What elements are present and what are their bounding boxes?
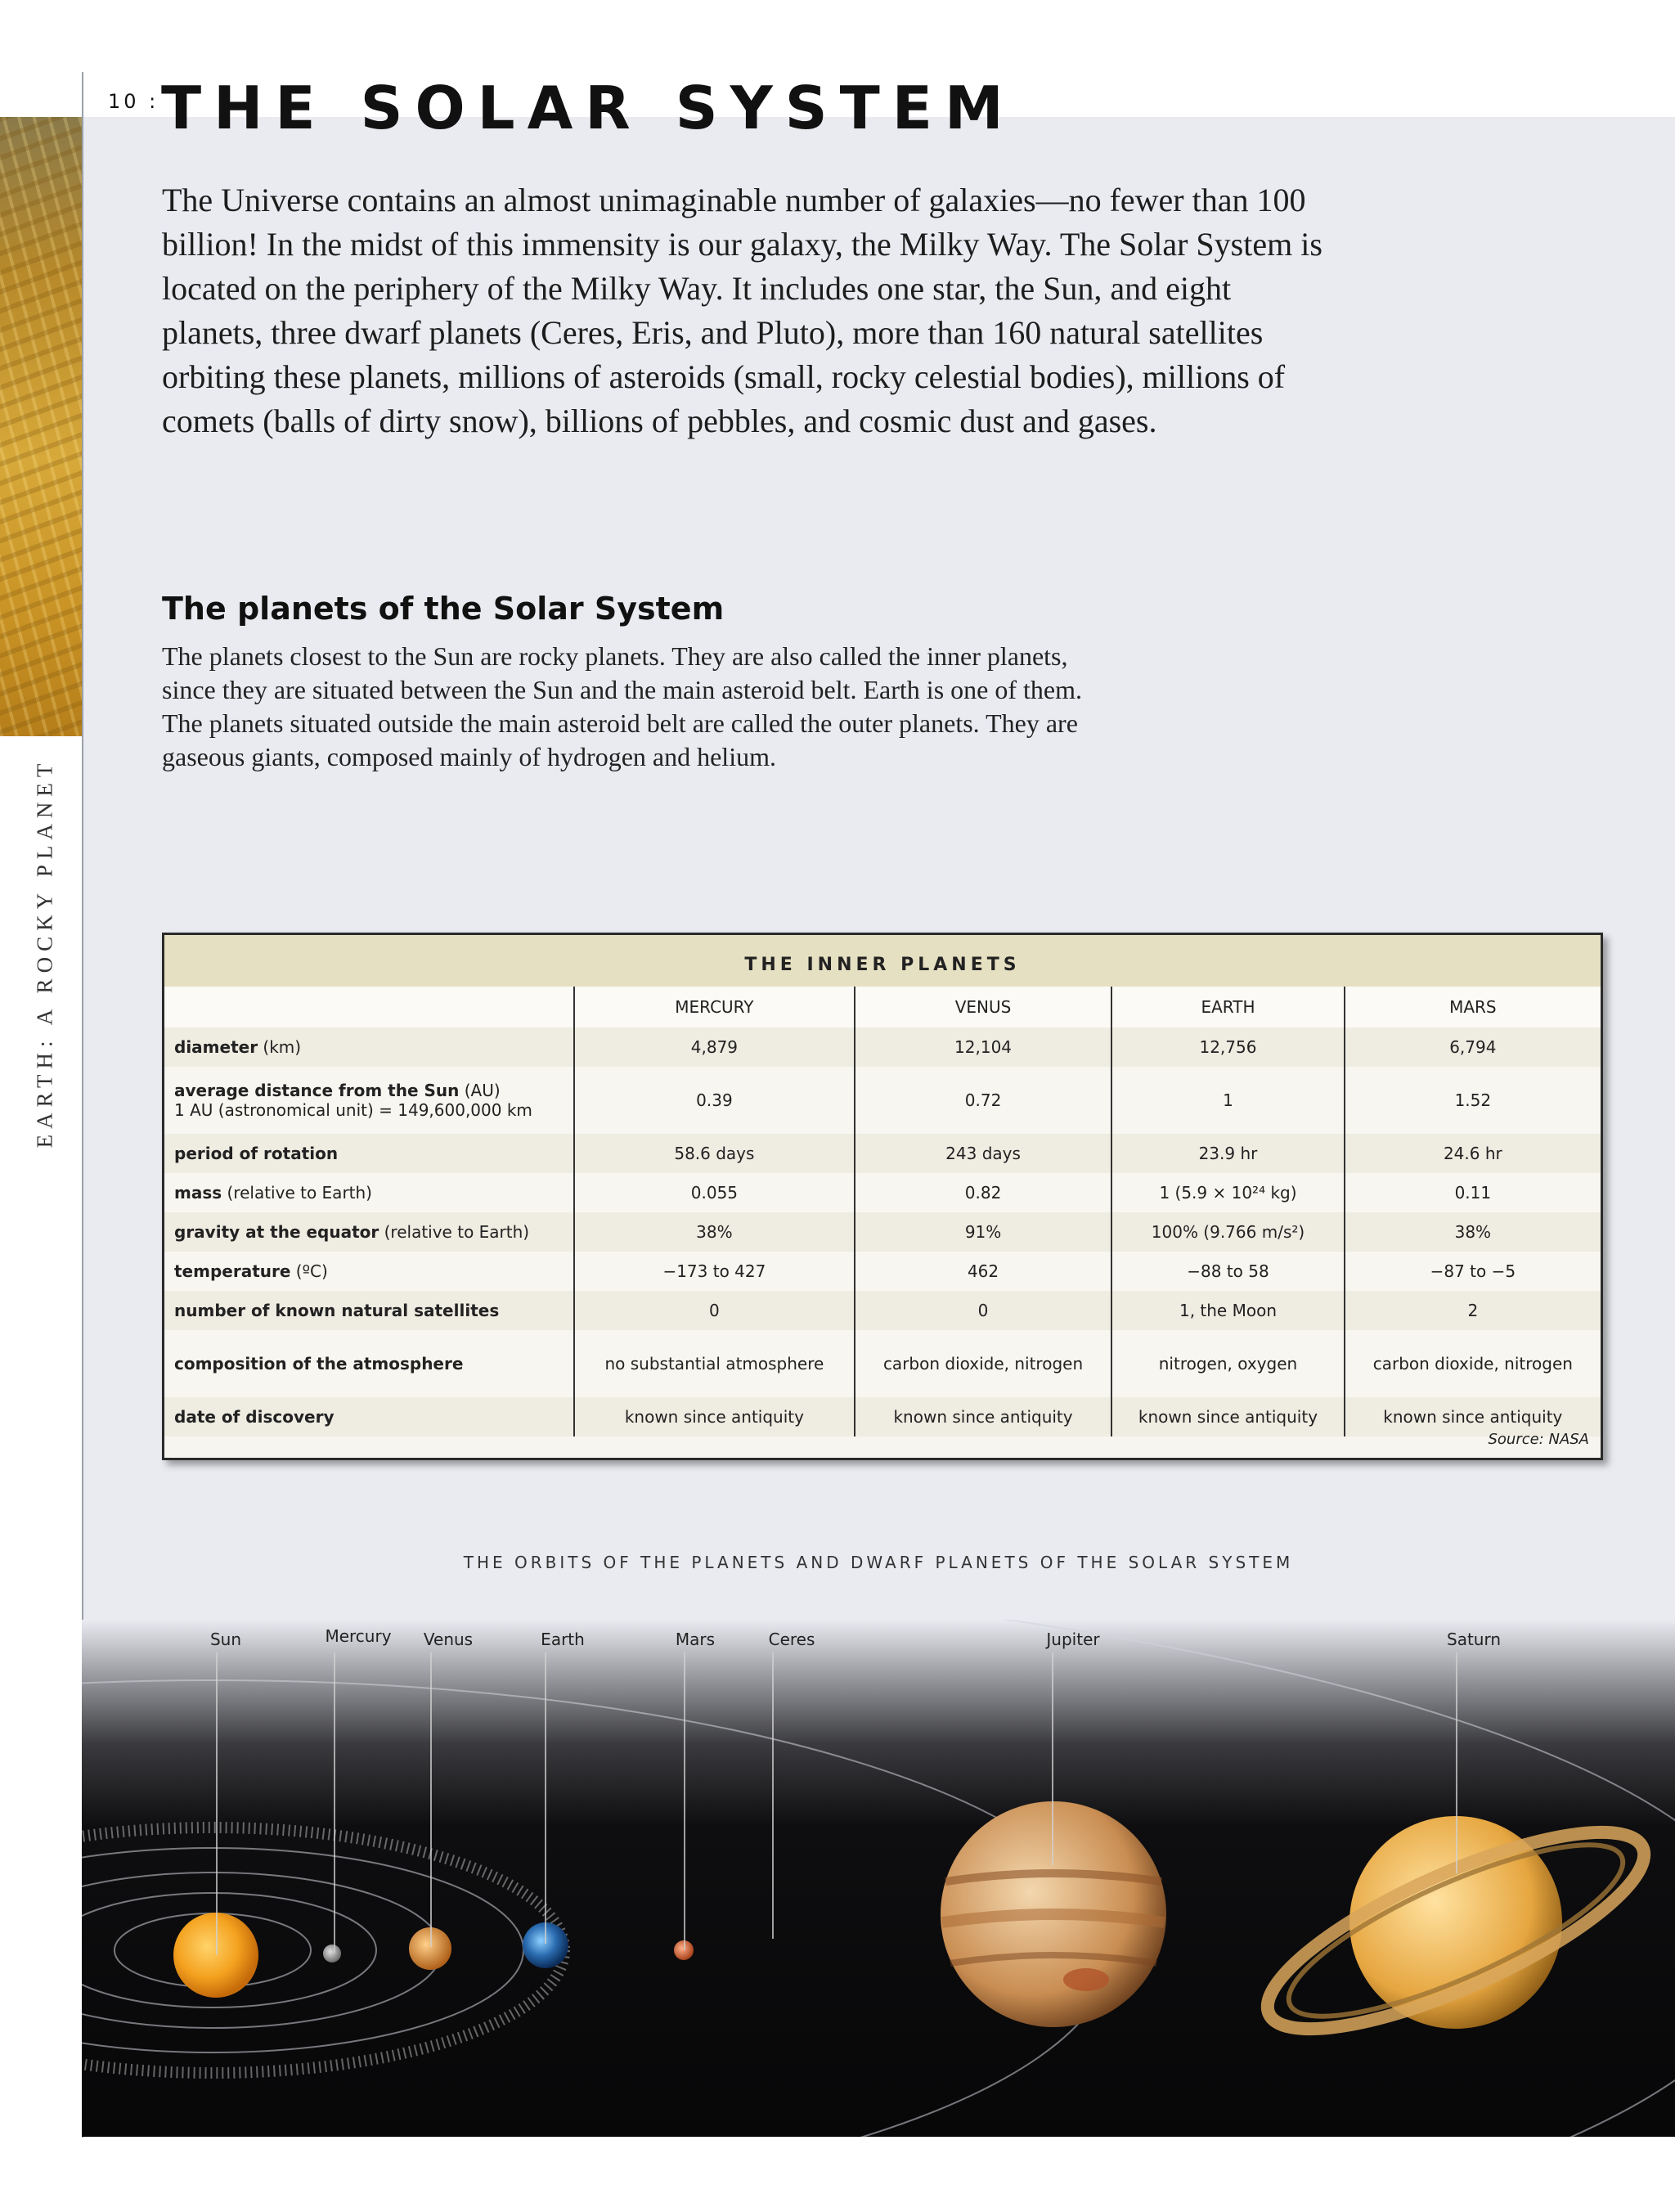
page-title: THE SOLAR SYSTEM	[161, 74, 1016, 142]
table-cell: 23.9 hr	[1111, 1134, 1344, 1173]
row-label-main: composition of the atmosphere	[174, 1354, 464, 1374]
table-cell: 4,879	[574, 1027, 855, 1067]
table-cell: known since antiquity	[855, 1397, 1111, 1436]
orbit-label-saturn: Saturn	[1446, 1630, 1502, 1649]
table-row	[164, 1067, 1601, 1134]
table-cell: −173 to 427	[574, 1252, 855, 1291]
table-source: Source: NASA	[1488, 1431, 1589, 1448]
table-cell: 0.72	[855, 1067, 1111, 1134]
table-row	[164, 1212, 1601, 1252]
row-label-unit: (ºC)	[290, 1261, 328, 1281]
table-cell: 2	[1345, 1291, 1601, 1330]
orbits-svg	[82, 1620, 1675, 2137]
column-header-blank	[164, 987, 574, 1027]
orbit-label-jupiter: Jupiter	[1046, 1630, 1100, 1649]
table-cell: 1, the Moon	[1111, 1291, 1344, 1330]
inner-planets-table-box	[162, 933, 1603, 1460]
row-label-main: number of known natural satellites	[174, 1301, 500, 1320]
table-cell: 12,756	[1111, 1027, 1344, 1067]
row-label	[164, 1212, 574, 1252]
table-cell: 0.39	[574, 1067, 855, 1134]
orbit-pointer-venus	[430, 1652, 432, 1947]
table-cell: 12,104	[855, 1027, 1111, 1067]
row-label-main: average distance from the Sun	[174, 1081, 460, 1100]
table-row	[164, 1291, 1601, 1330]
table-cell: 0	[574, 1291, 855, 1330]
row-label-note: 1 AU (astronomical unit) = 149,600,000 km	[174, 1100, 532, 1120]
table-cell: nitrogen, oxygen	[1111, 1330, 1344, 1397]
row-label-unit: (relative to Earth)	[222, 1183, 372, 1203]
row-label-main: period of rotation	[174, 1144, 339, 1163]
orbit-label-ceres: Ceres	[768, 1630, 815, 1649]
table-cell: 38%	[1345, 1212, 1601, 1252]
side-running-head-text: EARTH: A ROCKY PLANET	[32, 758, 57, 1149]
inner-planets-table	[164, 935, 1601, 1436]
row-label	[164, 1397, 574, 1436]
row-label-main: mass	[174, 1183, 222, 1203]
page-number: 10 :	[108, 90, 159, 113]
table-cell: 91%	[855, 1212, 1111, 1252]
row-label-main: temperature	[174, 1261, 291, 1281]
row-label	[164, 1173, 574, 1212]
section-heading: The planets of the Solar System	[162, 591, 725, 627]
table-cell: 1.52	[1345, 1067, 1601, 1134]
table-cell: 462	[855, 1252, 1111, 1291]
row-label-main: gravity at the equator	[174, 1222, 379, 1242]
orbits-title: THE ORBITS OF THE PLANETS AND DWARF PLANETS OF THE SOLAR SYSTEM	[463, 1553, 1294, 1572]
table-cell: 1	[1111, 1067, 1344, 1134]
table-cell: 24.6 hr	[1345, 1134, 1601, 1173]
table-cell: 100% (9.766 m/s²)	[1111, 1212, 1344, 1252]
orbit-label-earth: Earth	[541, 1630, 585, 1649]
orbit-label-mercury: Mercury	[325, 1626, 392, 1646]
orbit-pointer-mercury	[334, 1652, 335, 1953]
table-cell: carbon dioxide, nitrogen	[855, 1330, 1111, 1397]
row-label-main: date of discovery	[174, 1407, 335, 1427]
orbit-pointer-earth	[545, 1652, 546, 1944]
table-cell: 0.82	[855, 1173, 1111, 1212]
row-label-unit: (relative to Earth)	[379, 1222, 530, 1242]
table-row	[164, 1134, 1601, 1173]
orbit-label-venus: Venus	[423, 1630, 474, 1649]
table-cell: no substantial atmosphere	[574, 1330, 855, 1397]
table-cell: 243 days	[855, 1134, 1111, 1173]
table-row	[164, 1252, 1601, 1291]
orbit-label-mars: Mars	[675, 1630, 716, 1649]
table-cell: 38%	[574, 1212, 855, 1252]
table-row	[164, 1027, 1601, 1067]
side-running-head	[32, 758, 57, 1149]
column-header-mars: MARS	[1345, 987, 1601, 1027]
table-caption: THE INNER PLANETS	[164, 935, 1601, 987]
row-label-main: diameter	[174, 1037, 258, 1057]
row-label	[164, 1134, 574, 1173]
table-cell: 6,794	[1345, 1027, 1601, 1067]
row-label	[164, 1291, 574, 1330]
table-column-header-row	[164, 987, 1601, 1027]
row-label-unit: (km)	[258, 1037, 302, 1057]
table-cell: 0.055	[574, 1173, 855, 1212]
column-header-mercury: MERCURY	[574, 987, 855, 1027]
table-cell: known since antiquity	[574, 1397, 855, 1436]
orbit-pointer-mars	[684, 1652, 685, 1950]
row-label	[164, 1067, 574, 1134]
row-label	[164, 1330, 574, 1397]
orbit-pointer-sun	[216, 1652, 218, 1955]
table-cell: −87 to −5	[1345, 1252, 1601, 1291]
row-label-unit: (AU)	[459, 1081, 501, 1100]
column-header-earth: EARTH	[1111, 987, 1344, 1027]
orbit-pointer-saturn	[1456, 1652, 1457, 1873]
table-cell: 1 (5.9 × 10²⁴ kg)	[1111, 1173, 1344, 1212]
table-row	[164, 1397, 1601, 1436]
jupiter-icon	[941, 1801, 1166, 2027]
orbits-illustration	[82, 1620, 1675, 2137]
table-cell: known since antiquity	[1345, 1397, 1601, 1436]
column-header-venus: VENUS	[855, 987, 1111, 1027]
mercury-icon	[323, 1944, 341, 1962]
table-cell: 58.6 days	[574, 1134, 855, 1173]
table-cell: carbon dioxide, nitrogen	[1345, 1330, 1601, 1397]
table-cell: −88 to 58	[1111, 1252, 1344, 1291]
row-label	[164, 1252, 574, 1291]
table-cell: 0	[855, 1291, 1111, 1330]
table-row	[164, 1173, 1601, 1212]
intro-paragraph: The Universe contains an almost unimaginable number of galaxies—no fewer than 100 billion! In the midst of this immensity is our galaxy, the Milky Way. The Solar System is located on the periphery of the Milky Way. It includes one star, the Sun, and eight planets, three dwarf planets (Ceres, Eris, and Pluto), more than 160 natural satellites orbiting these planets, millions of asteroids (small, rocky celestial bodies), millions of comets (balls of dirty snow), billions of pebbles, and cosmic dust and gases.	[162, 182, 1322, 439]
orbit-pointer-ceres	[772, 1652, 774, 1939]
table-cell: known since antiquity	[1111, 1397, 1344, 1436]
table-cell: 0.11	[1345, 1173, 1601, 1212]
row-label	[164, 1027, 574, 1067]
table-row	[164, 1330, 1601, 1397]
orbit-label-sun: Sun	[209, 1630, 242, 1649]
asteroid-belt	[82, 1828, 564, 2073]
table-body	[164, 1027, 1601, 1436]
side-landscape-photo	[0, 117, 82, 736]
orbit-pointer-jupiter	[1052, 1652, 1053, 1865]
section-paragraph: The planets closest to the Sun are rocky planets. They are also called the inner planets, since they are situated between the Sun and the main asteroid belt. Earth is one of them. The planets situated outside the main asteroid belt are called the outer planets. They are gaseous giants, composed mainly of hydrogen and helium.	[162, 641, 1082, 771]
